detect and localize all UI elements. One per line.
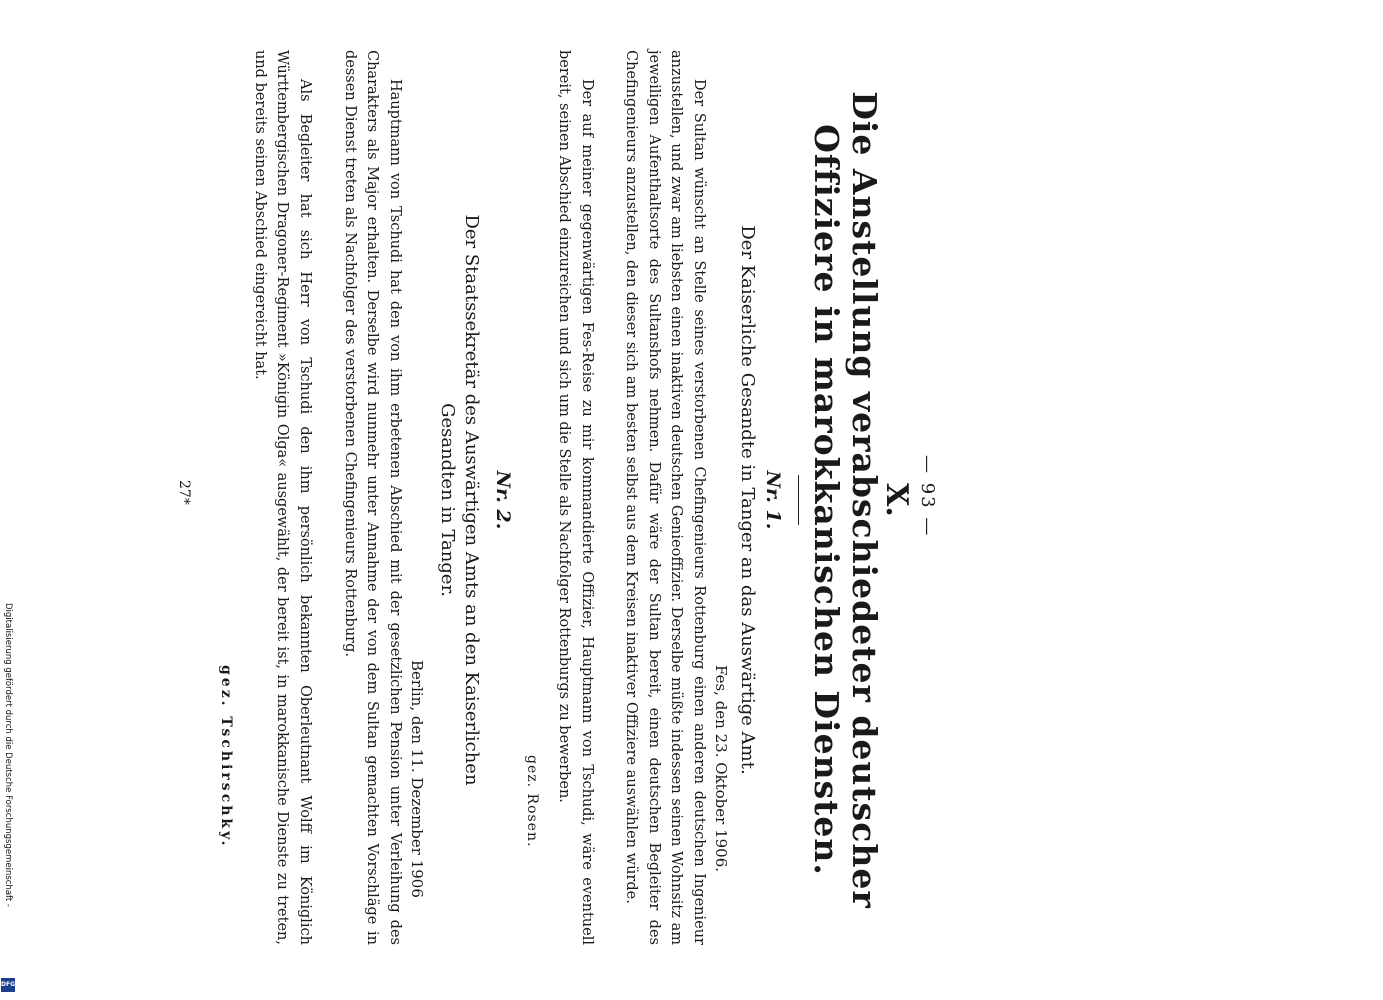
doc2-signature: gez. Tschirschky. [218,665,234,849]
doc2-paragraph1: Hauptmann von Tschudi hat den von ihm erbetenen Abschied mit der gesetzlichen Pension unter Verleihung des Charakters als Major erhalten. Derselbe wird nunmehr unter Annahme der von dem Sultan gemachten Vorschläge in dessen Dienst treten als Nachfolger des verstorbenen Chefingenieurs Rottenburg. [342,50,403,945]
page-number: — 93 — [917,455,938,538]
rotated-page-content [472,25,938,975]
doc1-paragraph1: Der Sultan wünscht an Stelle seines verstorbenen Chefingenieurs Rottenburg einen anderen deutschen Ingenieur anzustellen, und zwar am liebsten einen inaktiven deutschen Genieoffizier. Derselbe müßte indessen seinen Wohnsitz am jeweiligen Aufenthaltsorte des Sultanshofs nehmen. Dafür wäre der Sultan bereit, einen deutschen Begleiter des Chefingenieurs anzustellen, den dieser sich am besten selbst aus dem Kreisen inaktiver Offiziere auswählen würde. [623,50,707,945]
rotated-page-content-lower [22,25,482,975]
digitization-credit-strip [0,600,16,1000]
digitization-credit-text: Digitalisierung gefördert durch die Deutsche Forschungsgemeinschaft - [3,603,13,907]
chapter-number: X. [879,483,914,517]
doc1-signature: gez. Rosen. [524,755,540,848]
chapter-title-line2: Offiziere in marokkanischen Diensten. [807,124,846,876]
footer-number: 27* [176,480,192,505]
doc1-number: Nr. 1. [762,470,784,530]
chapter-title-line1: Die Anstellung verabschiedeter deutscher [845,91,884,909]
doc2-date: Berlin, den 11. Dezember 1906 [408,660,426,898]
doc2-paragraph2: Als Begleiter hat sich Herr von Tschudi den ihm persönlich bekannten Oberleutnant Wolff im Königlich Württembergischen Dragoner-Regiment »Königin Olga« ausgewählt, der bereit ist, in marokkanische Dienste zu treten, und bereits seinen Abschied eingereicht hat. [252,50,313,945]
doc1-heading: Der Kaiserliche Gesandte in Tanger an das Auswärtige Amt. [737,225,758,775]
title-rule [798,475,799,525]
doc2-heading-line1: Der Staatssekretär des Auswärtigen Amts an den Kaiserlichen [461,214,482,786]
doc1-date: Fes, den 23. Oktober 1906. [712,665,730,873]
doc1-paragraph2: Der auf meiner gegenwärtigen Fes-Reise zu mir kommandierte Offizier, Hauptmann von Tschudi, wäre eventuell bereit, seinen Abschied einzureichen und sich um die Stelle als Nachfolger Rottenburgs zu bewerben. [556,50,595,945]
doc2-number: Nr. 2. [492,470,514,530]
dfg-logo: DFG [1,978,15,992]
doc2-heading-line2: Gesandten in Tanger. [437,403,458,597]
